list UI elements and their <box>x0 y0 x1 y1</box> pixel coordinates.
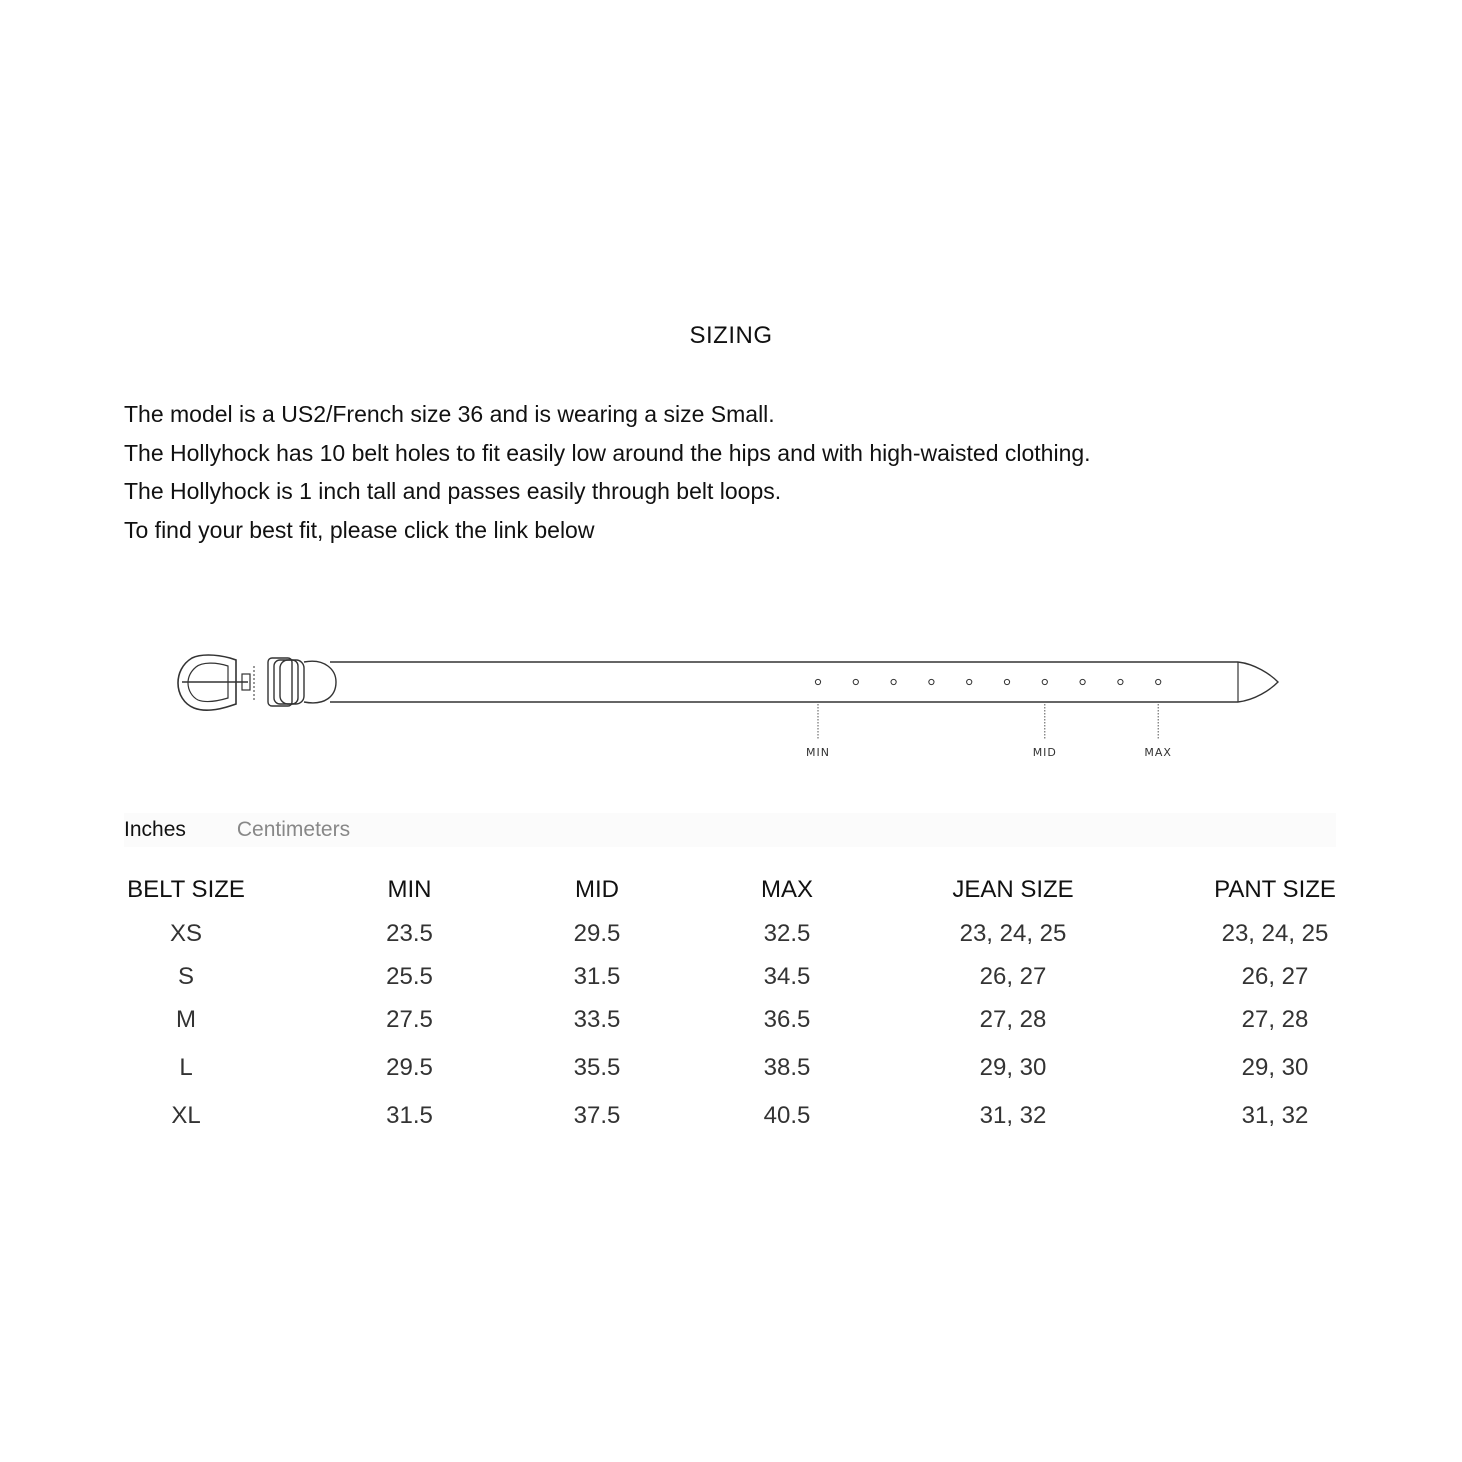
tab-inches[interactable]: Inches <box>124 818 186 841</box>
table-cell: 38.5 <box>763 1054 811 1081</box>
table-cell: 31, 32 <box>1241 1102 1309 1129</box>
unit-tabs <box>124 813 1336 847</box>
table-cell: 27, 28 <box>1241 1006 1309 1033</box>
table-cell: 37.5 <box>573 1102 621 1129</box>
table-cell: M <box>176 1006 196 1033</box>
table-cell: 36.5 <box>763 1006 811 1033</box>
table-cell: 23, 24, 25 <box>1221 920 1329 947</box>
belt-hole <box>1080 679 1085 684</box>
tab-centimeters[interactable]: Centimeters <box>236 818 351 841</box>
table-cell: 27.5 <box>386 1006 433 1033</box>
belt-hole <box>967 679 972 684</box>
table-cell: 31.5 <box>386 1102 433 1129</box>
table-cell: 35.5 <box>573 1054 621 1081</box>
description-line: The model is a US2/French size 36 and is wearing a size Small. <box>124 401 775 427</box>
header-mid: MID <box>575 876 619 903</box>
table-header-row <box>100 870 1451 910</box>
belt-hole <box>815 679 820 684</box>
table-cell: XS <box>169 920 202 947</box>
belt-hole <box>1004 679 1009 684</box>
marker-label-min: MIN <box>806 746 830 759</box>
header-pant-size: PANT SIZE <box>1214 876 1336 903</box>
table-row <box>100 958 1451 996</box>
belt-hole <box>853 679 858 684</box>
table-row <box>100 910 1451 958</box>
marker-label-max: MAX <box>1144 746 1172 759</box>
header-max: MAX <box>760 876 813 903</box>
table-cell: 29, 30 <box>1241 1054 1309 1081</box>
belt-hole <box>929 679 934 684</box>
table-cell: 31, 32 <box>979 1102 1047 1129</box>
table-cell: 32.5 <box>763 920 811 947</box>
description-line: The Hollyhock has 10 belt holes to fit easily low around the hips and with high-waisted clothing. <box>124 439 1091 466</box>
marker-label-mid: MID <box>1032 746 1057 759</box>
table-row <box>100 996 1451 1044</box>
description-line: To find your best fit, please click the link below <box>124 516 595 543</box>
table-cell: 25.5 <box>386 963 433 990</box>
description-line: The Hollyhock is 1 inch tall and passes easily through belt loops. <box>124 478 782 504</box>
table-cell: 27, 28 <box>979 1006 1047 1033</box>
header-jean-size: JEAN SIZE <box>952 876 1074 903</box>
table-cell: S <box>177 963 194 990</box>
table-row <box>100 1092 1451 1140</box>
belt-diagram <box>170 640 1290 770</box>
table-cell: L <box>179 1054 193 1081</box>
table-cell: 26, 27 <box>979 963 1047 990</box>
belt-hole <box>1118 679 1123 684</box>
table-cell: 23.5 <box>386 920 433 947</box>
table-cell: XL <box>171 1102 201 1129</box>
table-cell: 29.5 <box>573 920 621 947</box>
belt-hole <box>1042 679 1047 684</box>
table-cell: 33.5 <box>573 1006 621 1033</box>
table-cell: 34.5 <box>763 963 811 990</box>
table-cell: 31.5 <box>573 963 621 990</box>
table-row <box>100 1044 1451 1092</box>
table-cell: 29, 30 <box>979 1054 1047 1081</box>
header-belt-size: BELT SIZE <box>127 876 245 903</box>
table-cell: 23, 24, 25 <box>959 920 1067 947</box>
belt-hole <box>1156 679 1161 684</box>
size-table <box>100 870 1451 1140</box>
table-cell: 29.5 <box>386 1054 433 1081</box>
sizing-description <box>124 395 1344 549</box>
table-cell: 40.5 <box>763 1102 811 1129</box>
table-cell: 26, 27 <box>1241 963 1309 990</box>
page-title: SIZING <box>689 322 773 349</box>
header-min: MIN <box>387 876 432 903</box>
belt-hole <box>891 679 896 684</box>
